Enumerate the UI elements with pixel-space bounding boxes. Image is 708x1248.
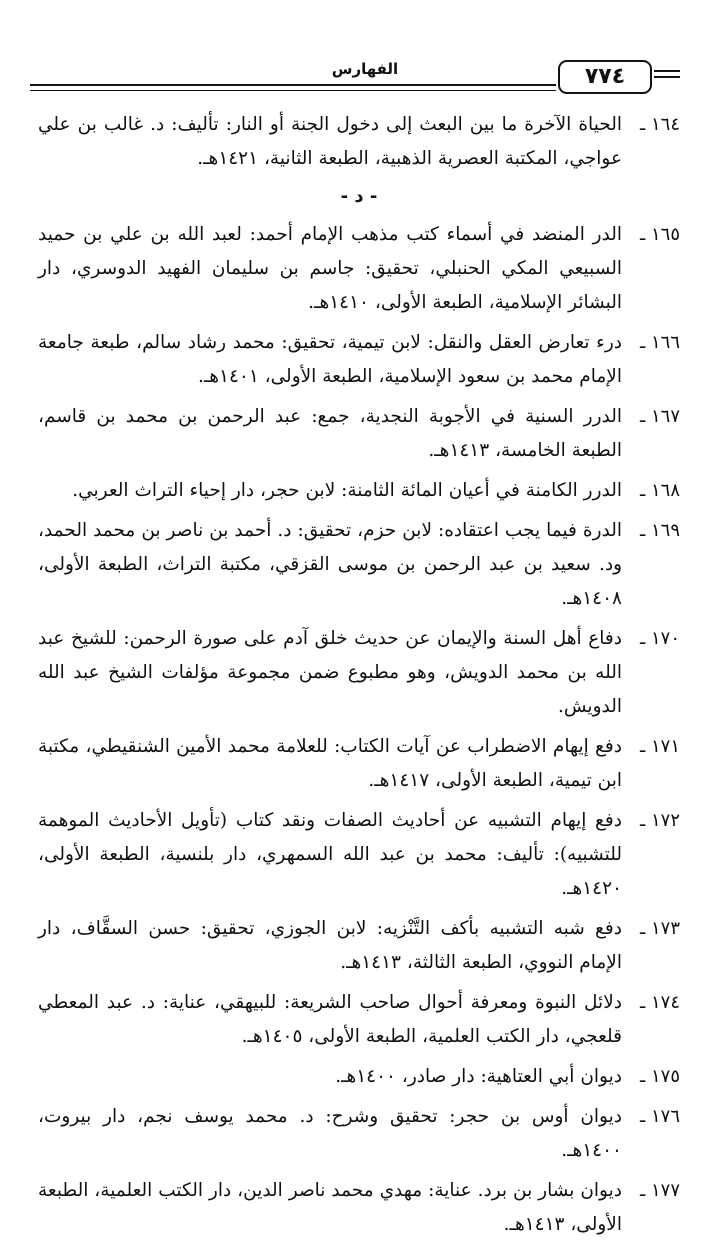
entry-number: ١٦٩ ـ <box>639 520 680 541</box>
entry-text: ديوان أوس بن حجر: تحقيق وشرح: د. محمد يوسف نجم، دار بيروت، ١٤٠٠هـ. <box>38 1106 622 1161</box>
bibliography-entry <box>38 912 680 980</box>
entry-number: ١٦٤ ـ <box>639 114 680 135</box>
entry-number: ١٧٣ ـ <box>639 918 680 939</box>
entry-text: درء تعارض العقل والنقل: لابن تيمية، تحقيق: محمد رشاد سالم، طبعة جامعة الإمام محمد بن سعود الإسلامية، الطبعة الأولى، ١٤٠١هـ. <box>38 332 622 387</box>
entry-text: دلائل النبوة ومعرفة أحوال صاحب الشريعة: للبيهقي، عناية: د. عبد المعطي قلعجي، دار الكتب العلمية، الطبعة الأولى، ١٤٠٥هـ. <box>38 992 622 1047</box>
entry-number: ١٦٦ ـ <box>639 332 680 353</box>
bibliography-list <box>38 108 680 1248</box>
entry-number: ١٦٥ ـ <box>639 224 680 245</box>
header-rule <box>30 84 556 86</box>
header-rule-thin <box>30 90 556 91</box>
section-letter-heading: - د - <box>340 186 378 207</box>
entry-text: الدرر السنية في الأجوبة النجدية، جمع: عبد الرحمن بن محمد بن قاسم، الطبعة الخامسة، ١٤١٣هـ. <box>38 406 622 461</box>
bibliography-entry <box>38 622 680 724</box>
entry-number: ١٦٨ ـ <box>639 480 680 501</box>
bibliography-entry <box>38 1100 680 1168</box>
bibliography-entry <box>38 730 680 798</box>
running-title: الفهارس <box>331 60 399 78</box>
entry-text: دفاع أهل السنة والإيمان عن حديث خلق آدم على صورة الرحمن: للشيخ عبد الله بن محمد الدويش، وهو مطبوع ضمن مجموعة مؤلفات الشيخ عبد الله الدويش. <box>38 628 622 717</box>
entry-number: ١٧٢ ـ <box>639 810 680 831</box>
entry-number: ١٧٧ ـ <box>639 1180 680 1201</box>
entry-number: ١٧٤ ـ <box>639 992 680 1013</box>
entry-text: الحياة الآخرة ما بين البعث إلى دخول الجنة أو النار: تأليف: د. غالب بن علي عواجي، المكتبة العصرية الذهبية، الطبعة الثانية، ١٤٢١هـ. <box>38 114 622 169</box>
page-number: ٧٧٤ <box>558 60 652 94</box>
header-ornament <box>654 70 680 82</box>
bibliography-entry <box>38 1060 680 1094</box>
page-header <box>30 56 680 100</box>
bibliography-entry <box>38 986 680 1054</box>
bibliography-entry <box>38 400 680 468</box>
entry-number: ١٦٧ ـ <box>639 406 680 427</box>
entry-text: دفع شبه التشبيه بأكف التَّنْزيه: لابن الجوزي، تحقيق: حسن السقَّاف، دار الإمام النووي، الطبعة الثالثة، ١٤١٣هـ. <box>38 918 622 973</box>
entry-text: ديوان بشار بن برد. عناية: مهدي محمد ناصر الدين، دار الكتب العلمية، الطبعة الأولى، ١٤١٣هـ. <box>38 1180 622 1235</box>
entry-text: ديوان أبي العتاهية: دار صادر، ١٤٠٠هـ. <box>335 1066 622 1087</box>
entry-text: الدرر الكامنة في أعيان المائة الثامنة: لابن حجر، دار إحياء التراث العربي. <box>72 480 622 501</box>
bibliography-entry <box>38 474 680 508</box>
entry-text: دفع إيهام التشبيه عن أحاديث الصفات ونقد كتاب (تأويل الأحاديث الموهمة للتشبيه): تأليف: محمد بن عبد الله السمهري، دار بلنسية، الطبعة الأولى، ١٤٢٠هـ. <box>38 810 622 899</box>
entry-text: دفع إيهام الاضطراب عن آيات الكتاب: للعلامة محمد الأمين الشنقيطي، مكتبة ابن تيمية، الطبعة الأولى، ١٤١٧هـ. <box>38 736 622 791</box>
entry-number: ١٧١ ـ <box>639 736 680 757</box>
entry-number: ١٧٥ ـ <box>639 1066 680 1087</box>
bibliography-entry <box>38 108 680 176</box>
bibliography-entry <box>38 326 680 394</box>
entry-text: الدرة فيما يجب اعتقاده: لابن حزم، تحقيق: د. أحمد بن ناصر بن محمد الحمد، ود. سعيد بن عبد الرحمن بن موسى القزقي، مكتبة التراث، الطبعة الأولى، ١٤٠٨هـ. <box>38 520 622 609</box>
bibliography-entry <box>38 514 680 616</box>
entry-number: ١٧٠ ـ <box>639 628 680 649</box>
entry-number: ١٧٦ ـ <box>639 1106 680 1127</box>
entry-text: الدر المنضد في أسماء كتب مذهب الإمام أحمد: لعبد الله بن علي بن حميد السبيعي المكي الحنبلي، تحقيق: جاسم بن سليمان الفهيد الدوسري، دار البشائر الإسلامية، الطبعة الأولى، ١٤١٠هـ. <box>38 224 622 313</box>
bibliography-entry <box>38 218 680 320</box>
bibliography-entry <box>38 804 680 906</box>
bibliography-entry <box>38 1174 680 1242</box>
